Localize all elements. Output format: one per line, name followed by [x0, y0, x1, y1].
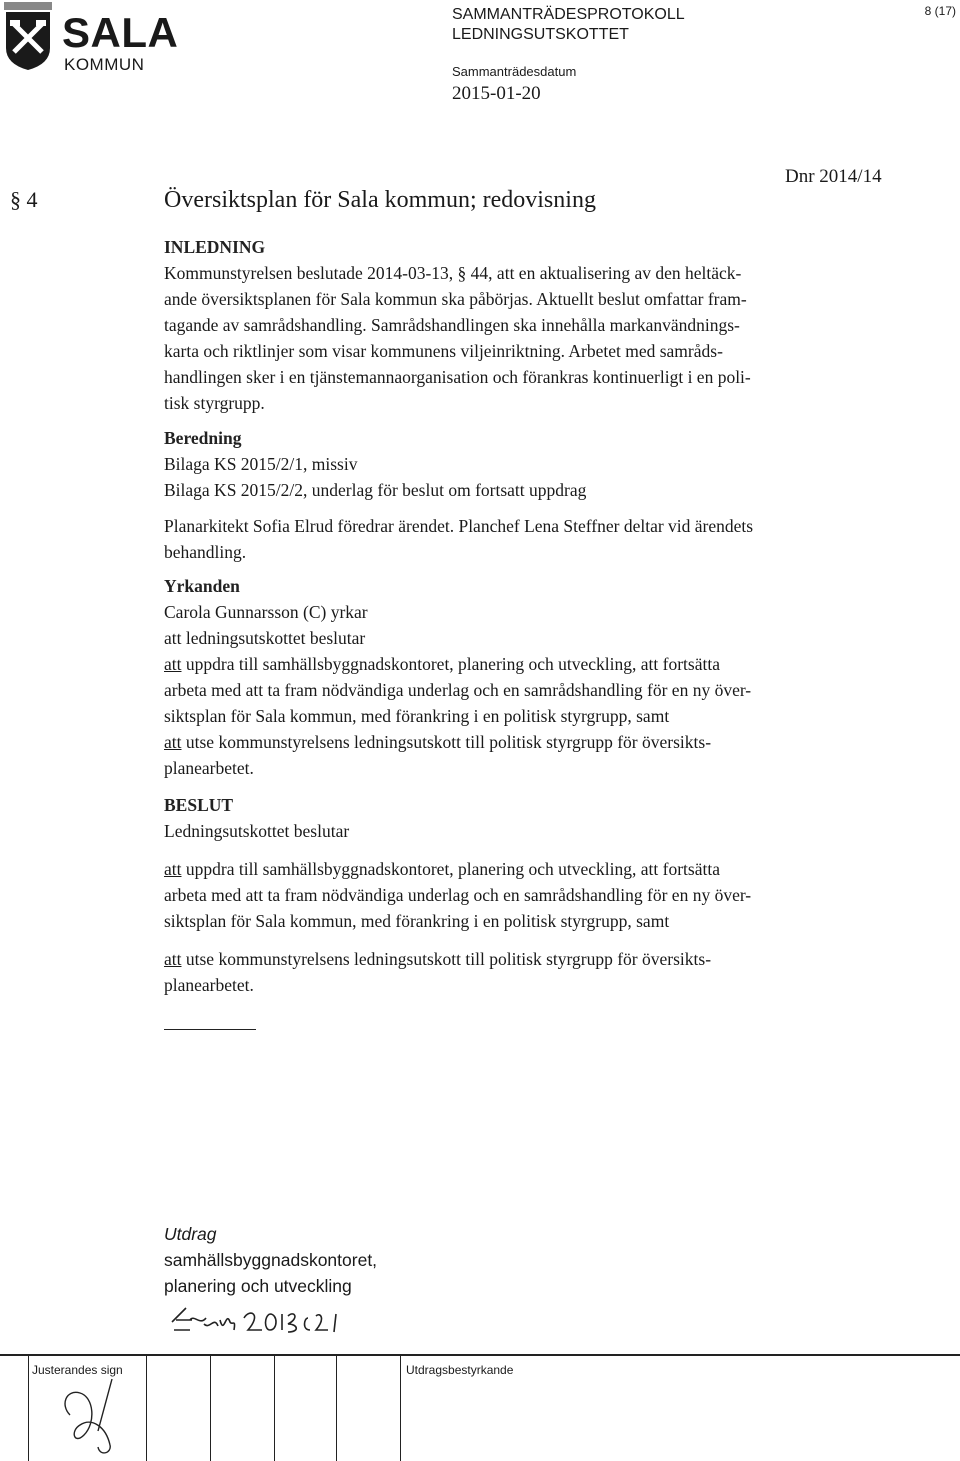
- beredning-section: [164, 425, 904, 565]
- diary-number: Dnr 2014/14: [785, 166, 882, 187]
- beredning-note: behandling.: [164, 542, 247, 562]
- paragraph-number: § 4: [10, 187, 38, 212]
- committee-name: LEDNINGSUTSKOTTET: [452, 26, 629, 43]
- beslut-intro: Ledningsutskottet beslutar: [164, 821, 350, 841]
- yrkanden-att-line: att utse kommunstyrelsens ledningsutskott till politisk styrgrupp för översikts-: [164, 732, 712, 752]
- inledning-line: handlingen sker i en tjänstemannaorganisation och förankras kontinuerligt i en poli-: [164, 367, 751, 387]
- inledning-line: tisk styrgrupp.: [164, 393, 265, 413]
- beslut-section: [164, 792, 904, 998]
- beslut-att-line: siktsplan för Sala kommun, med förankring i en politisk styrgrupp, samt: [164, 911, 670, 931]
- footer-border: [400, 1356, 401, 1461]
- footer-border: [274, 1356, 275, 1461]
- yrkanden-heading: Yrkanden: [164, 576, 240, 596]
- beredning-heading: Beredning: [164, 428, 242, 448]
- yrkanden-line: Carola Gunnarsson (C) yrkar: [164, 602, 368, 622]
- municipality-crest-icon: [2, 2, 54, 72]
- beslut-att-line: att utse kommunstyrelsens ledningsutskott till politisk styrgrupp för översikts-: [164, 949, 712, 969]
- section-title: Översiktsplan för Sala kommun; redovisning: [164, 187, 596, 213]
- utdragsbestyrkande-label: Utdragsbestyrkande: [406, 1363, 514, 1377]
- meeting-date: 2015-01-20: [452, 83, 541, 104]
- att-marker: att: [164, 732, 182, 752]
- utdrag-block: [164, 1221, 377, 1299]
- beredning-note: Planarkitekt Sofia Elrud föredrar ärendet. Planchef Lena Steffner deltar vid ärendets: [164, 516, 754, 536]
- utdrag-label: Utdrag: [164, 1224, 217, 1244]
- handwritten-signature: [40, 1375, 140, 1459]
- inledning-line: karta och riktlinjer som visar kommunens viljeinriktning. Arbetet med samråds-: [164, 341, 723, 361]
- date-label: Sammanträdesdatum: [452, 64, 577, 79]
- utdrag-recipient: samhällsbyggnadskontoret,: [164, 1250, 378, 1270]
- logo-subtext: KOMMUN: [64, 55, 145, 74]
- inledning-line: tagande av samrådshandling. Samrådshandlingen ska innehålla markanvändnings-: [164, 315, 740, 335]
- yrkanden-section: [164, 573, 904, 781]
- att-marker: att: [164, 859, 182, 879]
- handwritten-expedition-note: [170, 1300, 370, 1340]
- yrkanden-att-line: arbeta med att ta fram nödvändiga underlag och en samrådshandling för en ny över-: [164, 680, 752, 700]
- inledning-heading: INLEDNING: [164, 237, 266, 257]
- beslut-att-line: att uppdra till samhällsbyggnadskontoret, planering och utveckling, att fortsätta: [164, 859, 720, 879]
- footer-border: [146, 1356, 147, 1461]
- yrkanden-att-line: siktsplan för Sala kommun, med förankring i en politisk styrgrupp, samt: [164, 706, 670, 726]
- page-number: 8 (17): [924, 4, 956, 18]
- justerandes-sign-label: Justerandes sign: [32, 1363, 123, 1377]
- footer-border: [210, 1356, 211, 1461]
- beslut-att-line: arbeta med att ta fram nödvändiga underlag och en samrådshandling för en ny över-: [164, 885, 752, 905]
- beslut-heading: BESLUT: [164, 795, 234, 815]
- yrkanden-att-line: planearbetet.: [164, 758, 254, 778]
- footer-top-border: [0, 1354, 960, 1356]
- utdrag-recipient: planering och utveckling: [164, 1276, 352, 1296]
- beredning-item: Bilaga KS 2015/2/1, missiv: [164, 454, 358, 474]
- divider: [164, 1029, 256, 1030]
- inledning-section: [164, 234, 904, 416]
- att-marker: att: [164, 949, 182, 969]
- yrkanden-att-line: att uppdra till samhällsbyggnadskontoret, planering och utveckling, att fortsätta: [164, 654, 720, 674]
- inledning-line: Kommunstyrelsen beslutade 2014-03-13, § 44, att en aktualisering av den heltäck-: [164, 263, 742, 283]
- yrkanden-line: att ledningsutskottet beslutar: [164, 628, 366, 648]
- inledning-line: ande översiktsplanen för Sala kommun ska påbörjas. Aktuellt beslut omfattar fram-: [164, 289, 747, 309]
- beslut-att-line: planearbetet.: [164, 975, 254, 995]
- document-type: SAMMANTRÄDESPROTOKOLL: [452, 6, 685, 23]
- beredning-item: Bilaga KS 2015/2/2, underlag för beslut om fortsatt uppdrag: [164, 480, 587, 500]
- footer-border: [336, 1356, 337, 1461]
- logo-text: SALA: [62, 9, 179, 56]
- footer-border: [28, 1356, 29, 1461]
- att-marker: att: [164, 654, 182, 674]
